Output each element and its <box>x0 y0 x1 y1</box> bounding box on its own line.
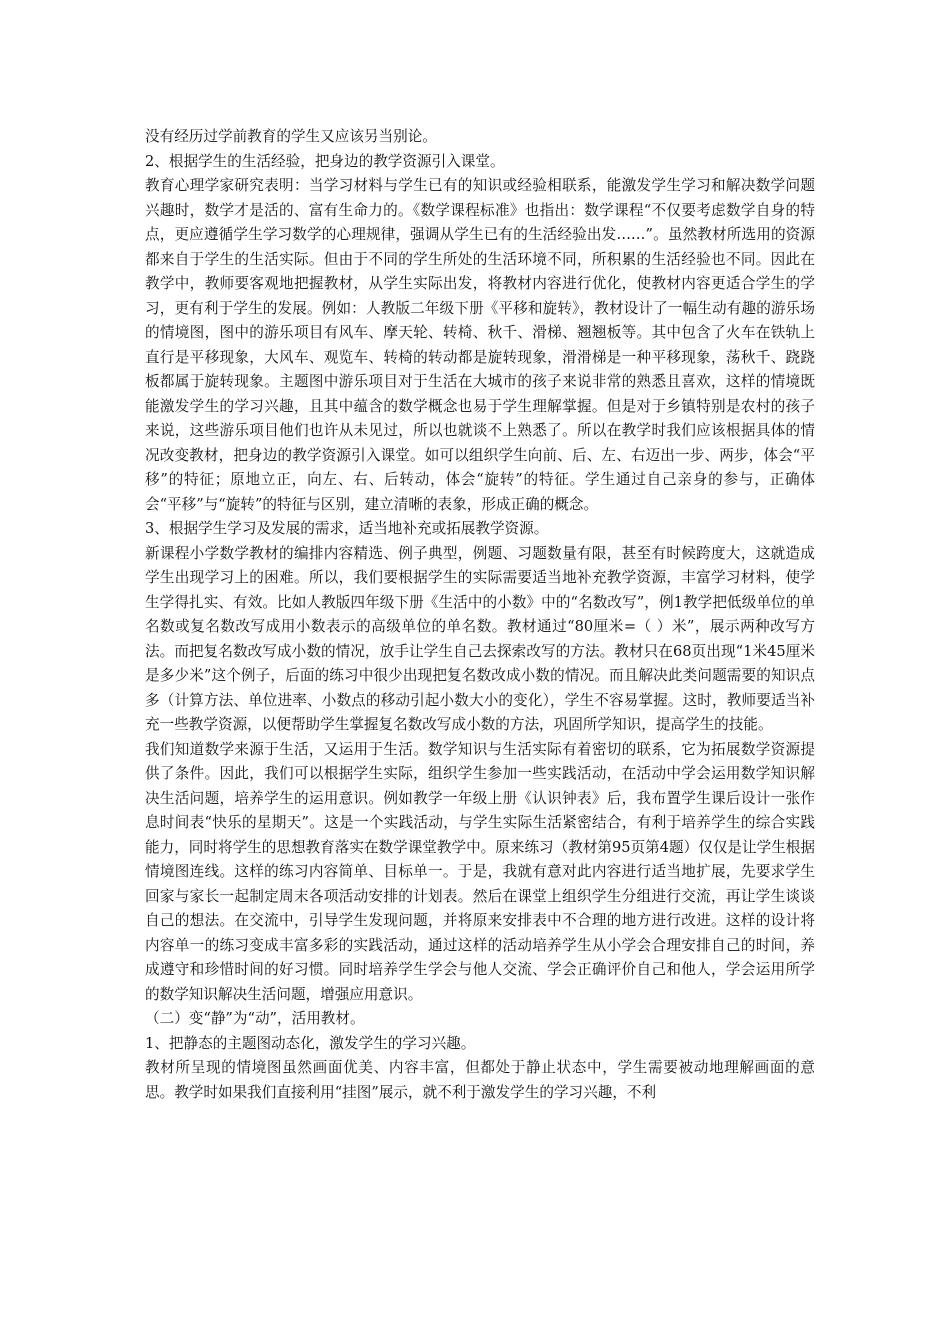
subheading-supplement-resources: 3、根据学生学习及发展的需求，适当地补充或拓展教学资源。 <box>145 520 549 537</box>
subheading-life-experience: 2、根据学生的生活经验，把身边的教学资源引入课堂。 <box>145 152 505 170</box>
paragraph-psychology: 教育心理学家研究表明：当学习材料与学生已有的知识或经验相联系，能激发学生学习和解决数学问题兴趣时，数学才是活的、富有生命力的。《数学课程标准》也指出：数学课程“不仅要考虑数学自身的特点，更应遵循学生学习数学的心理规律，强调从学生已有的生活经验出发……”。虽然教材所选用的资源都来自于学生的生活实际。但由于不同的学生所处的生活环境不同，所积累的生活经验也不同。因此在教学中，教师要客观地把握教材，从学生实际出发，将教材内容进行优化，使教材内容更适合学生的学习，更有利于学生的发展。例如：人教版二年级下册《平移和旋转》，教材设计了一幅生动有趣的游乐场的情境图，图中的游乐项目有风车、摩天轮、转椅、秋千、滑梯、翘翘板等。其中包含了火车在铁轨上直行是平移现象，大风车、观览车、转椅的转动都是旋转现象，滑滑梯是一种平移现象，荡秋千、跷跷板都属于旋转现象。主题图中游乐项目对于生活在大城市的孩子来说非常的熟悉且喜欢，这样的情境既能激发学生的学习兴趣，且其中蕴含的数学概念也易于学生理解掌握。但是对于乡镇特别是农村的孩子来说，这些游乐项目他们也许从未见过，所以也就谈不上熟悉了。所以在教学时我们应该根据具体的情况改变教材，把身边的教学资源引入课堂。如可以组织学生向前、后、左、右迈出一步、两步，体会“平移”的特征；原地立正，向左、右、后转动，体会“旋转”的特征。学生通过自己亲身的参与，正确体会“平移”与“旋转”的特征与区别，建立清晰的表象，形成正确的概念。 <box>145 177 815 513</box>
paragraph-theme-image: 教材所呈现的情境图虽然画面优美、内容丰富，但都处于静止状态中，学生需要被动地理解画面的意思。教学时如果我们直接利用“挂图”展示，就不利于激发学生的学习兴趣，不利 <box>145 1059 815 1101</box>
section-heading-static-to-dynamic: （二）变“静”为“动”，活用教材。 <box>145 1010 365 1027</box>
subheading-dynamic-theme-image: 1、把静态的主题图动态化，激发学生的学习兴趣。 <box>145 1034 476 1052</box>
document-body <box>145 125 815 1105</box>
paragraph-continuation: 没有经历过学前教育的学生又应该另当别论。 <box>145 128 437 145</box>
paragraph-math-from-life: 我们知道数学来源于生活，又运用于生活。数学知识与生活实际有着密切的联系，它为拓展数学资源提供了条件。因此，我们可以根据学生实际，组织学生参加一些实践活动，在活动中学会运用数学知识解决生活问题，培养学生的运用意识。例如教学一年级上册《认识钟表》后，我布置学生课后设计一张作息时间表“快乐的星期天”。这是一个实践活动，与学生实际生活紧密结合，有利于培养学生的综合实践能力，同时将学生的思想教育落实在数学课堂教学中。原来练习（教材第95页第4题）仅仅是让学生根据情境图连线。这样的练习内容简单、目标单一。于是，我就有意对此内容进行适当地扩展，先要求学生回家与家长一起制定周末各项活动安排的计划表。然后在课堂上组织学生分组进行交流，再让学生谈谈自己的想法。在交流中，引导学生发现问题，并将原来安排表中不合理的地方进行改进。这样的设计将内容单一的练习变成丰富多彩的实践活动，通过这样的活动培养学生从小学会合理安排自己的时间，养成遵守和珍惜时间的好习惯。同时培养学生学会与他人交流、学会正确评价自己和他人，学会运用所学的数学知识解决生活问题，增强应用意识。 <box>145 740 815 1003</box>
paragraph-new-curriculum: 新课程小学数学教材的编排内容精选、例子典型，例题、习题数量有限，甚至有时候跨度大，这就造成学生出现学习上的困难。所以，我们要根据学生的实际需要适当地补充教学资源，丰富学习材料，使学生学得扎实、有效。比如人教版四年级下册《生活中的小数》中的“名数改写”，例1教学把低级单位的单名数或复名数改写成用小数表示的高级单位的单名数。教材通过“80厘米=（ ）米”，展示两种改写方法。而把复名数改写成小数的情况，放手让学生自己去探索改写的方法。教材只在68页出现“1米45厘米是多少米”这个例子，后面的练习中很少出现把复名数改成小数的情况。而且解决此类问题需要的知识点多（计算方法、单位进率、小数点的移动引起小数大小的变化），学生不容易掌握。这时，教师要适当补充一些教学资源，以便帮助学生掌握复名数改写成小数的方法，巩固所学知识，提高学生的技能。 <box>145 544 815 733</box>
